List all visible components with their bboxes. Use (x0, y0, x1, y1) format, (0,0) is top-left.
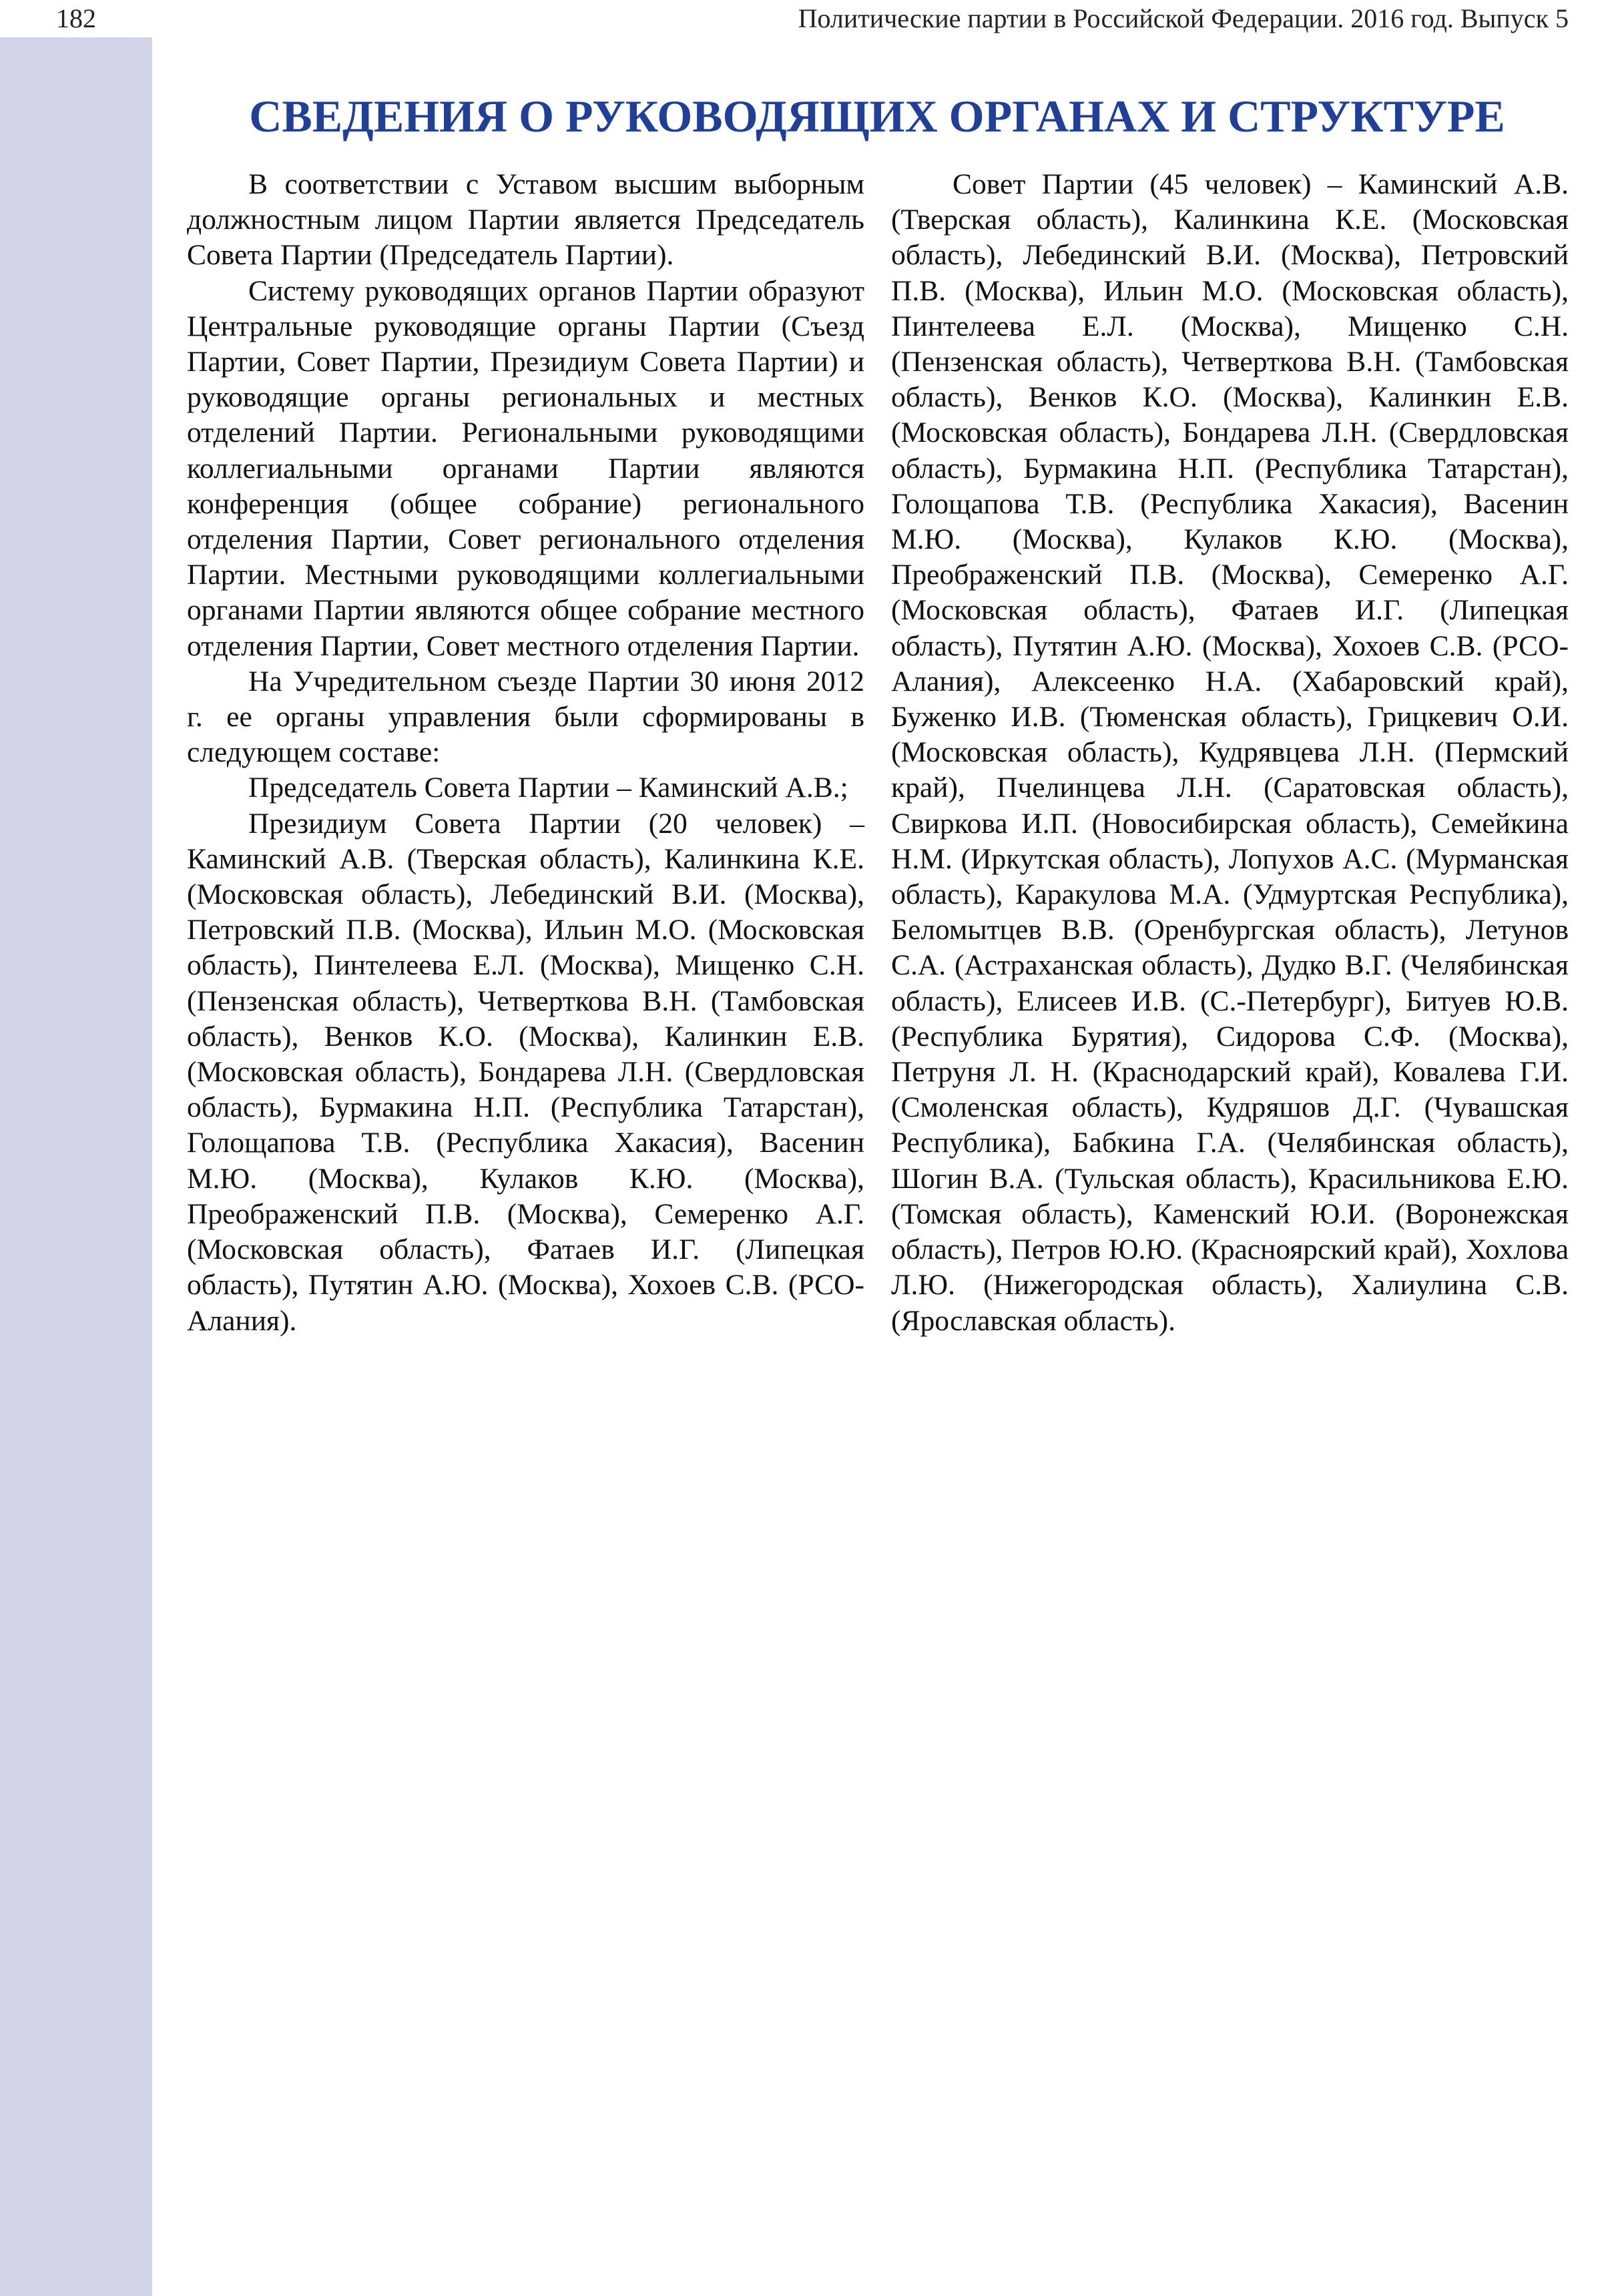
section-title: СВЕДЕНИЯ О РУКОВОДЯЩИХ ОРГАНАХ И СТРУКТУРЕ (249, 91, 1505, 141)
page-margin-strip (0, 37, 152, 2296)
paragraph: Систему руководящих органов Партии образуют Центральные руководящие органы Партии (Съезд Партии, Совет Партии, Президиум Совета Партии) и руководящие органы региональных и местных отделений Партии. Региональными руководящими коллегиальными органами Партии являются конференция (общее собрание) регионального отделения Партии, Совет регионального отделения Партии. Местными руководящими коллегиальными органами Партии являются общее собрание местного отделения Партии, Совет местного отделения Партии. (187, 274, 864, 662)
page-number: 182 (56, 3, 96, 33)
right-column (891, 167, 1569, 1339)
paragraph: Председатель Совета Партии – Каминский А.В.; (248, 772, 848, 804)
paragraph: Совет Партии (45 человек) – Каминский А.В. (Тверская область), Калинкина К.Е. (Московская область), Лебединский В.И. (Москва), Петровский П.В. (Москва), Ильин М.О. (Московская область), Пинтелеева Е.Л. (Москва), Мищенко С.Н. (Пензенская область), Четверткова В.Н. (Тамбовская область), Венков К.О. (Москва), Калинкин Е.В. (Московская область), Бондарева Л.Н. (Свердловская область), Бурмакина Н.П. (Республика Татарстан), Голощапова Т.В. (Республика Хакасия), Васенин М.Ю. (Москва), Кулаков К.Ю. (Москва), Преображенский П.В. (Москва), Семеренко А.Г. (Московская область), Фатаев И.Г. (Липецкая область), Путятин А.Ю. (Москва), Хохоев С.В. (РСО-Алания), Алексеенко Н.А. (Хабаровский край), Буженко И.В. (Тюменская область), Грицкевич О.И. (Московская область), Кудрявцева Л.Н. (Пермский край), Пчелинцева Л.Н. (Саратовская область), Свиркова И.П. (Новосибирская область), Семейкина Н.М. (Иркутская область), Лопухов А.С. (Мурманская область), Каракулова М.А. (Удмуртская Республика), Беломытцев В.В. (Оренбургская область), Летунов С.А. (Астраханская область), Дудко В.Г. (Челябинская область), Елисеев И.В. (С.-Петербург), Битуев Ю.В. (Республика Бурятия), Сидорова С.Ф. (Москва), Петруня Л. Н. (Краснодарский край), Ковалева Г.И. (Смоленская область), Кудряшов Д.Г. (Чувашская Республика), Бабкина Г.А. (Челябинская область), Шогин В.А. (Тульская область), Красильникова Е.Ю. (Томская область), Каменский Ю.И. (Воронежская область), Петров Ю.Ю. (Красноярский край), Хохлова Л.Ю. (Нижегородская область), Халиулина С.В. (Ярославская область). (891, 168, 1569, 1337)
paragraph: Президиум Совета Партии (20 человек) – Каминский А.В. (Тверская область), Калинкина К.Е. (Московская область), Лебединский В.И. (Москва), Петровский П.В. (Москва), Ильин М.О. (Московская область), Пинтелеева Е.Л. (Москва), Мищенко С.Н. (Пензенская область), Четверткова В.Н. (Тамбовская область), Венков К.О. (Москва), Калинкин Е.В. (Московская область), Бондарева Л.Н. (Свердловская область), Бурмакина Н.П. (Республика Татарстан), Голощапова Т.В. (Республика Хакасия), Васенин М.Ю. (Москва), Кулаков К.Ю. (Москва), Преображенский П.В. (Москва), Семеренко А.Г. (Московская область), Фатаев И.Г. (Липецкая область), Путятин А.Ю. (Москва), Хохоев С.В. (РСО-Алания). (187, 807, 864, 1337)
paragraph: На Учредительном съезде Партии 30 июня 2012 г. ее органы управления были сформированы в следующем составе: (187, 665, 864, 769)
paragraph: В соответствии с Уставом высшим выборным должностным лицом Партии является Председатель Совета Партии (Председатель Партии). (187, 168, 864, 272)
left-column (187, 167, 864, 1339)
running-header: Политические партии в Российской Федерации. 2016 год. Выпуск 5 (798, 3, 1569, 33)
